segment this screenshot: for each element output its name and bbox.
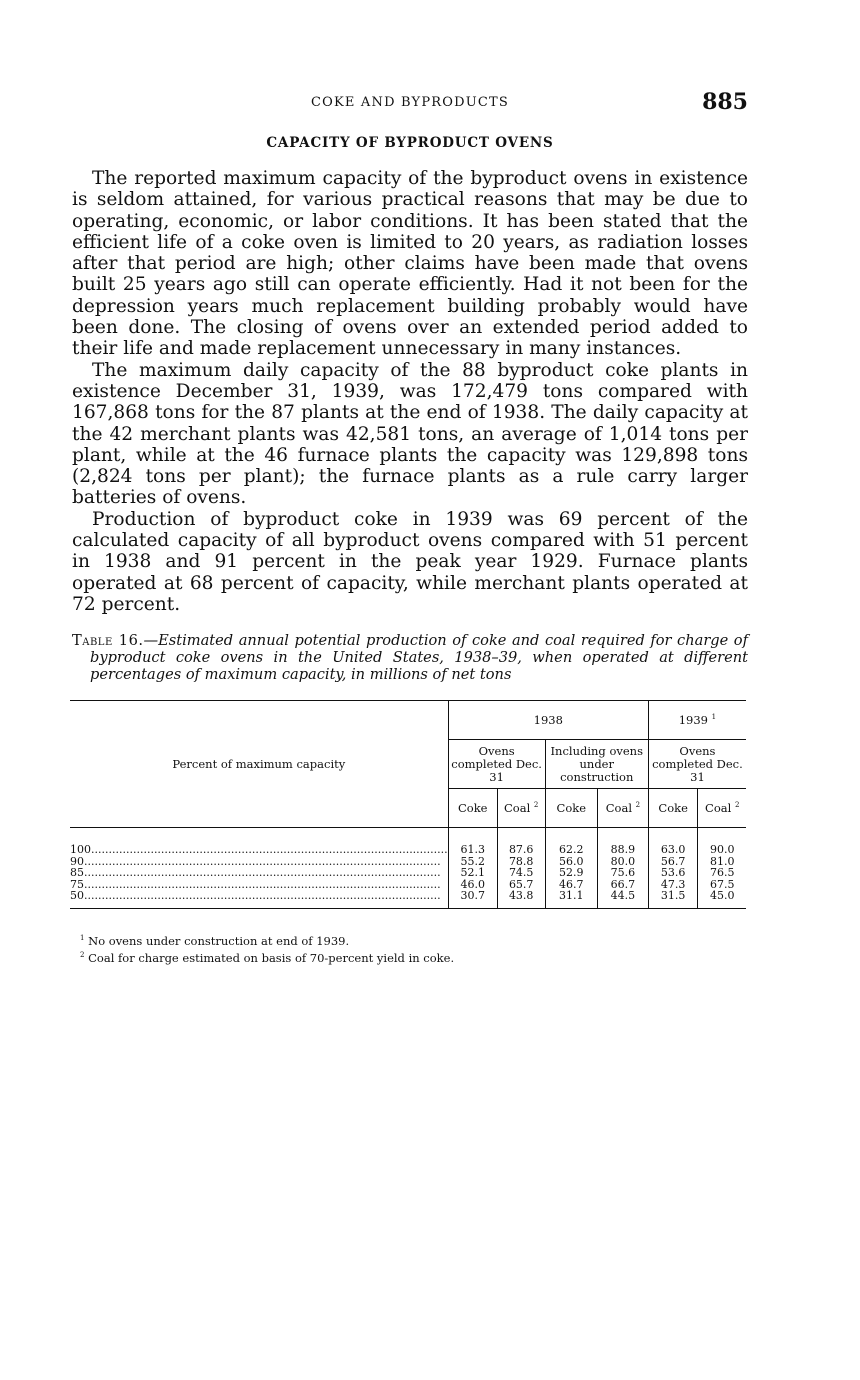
running-head <box>72 89 748 116</box>
col-header-coal: Coal $^2$ <box>497 789 545 828</box>
col-header-coke: Coke <box>648 789 698 828</box>
table-number: Table 16. <box>72 632 144 649</box>
running-title: COKE AND BYPRODUCTS <box>310 95 510 110</box>
table-cell: 78.8 <box>497 856 545 868</box>
table-cell: 56.7 <box>648 856 698 868</box>
row-label: 90...................................................................................................... <box>70 855 441 867</box>
table-cell: 45.0 <box>698 890 746 908</box>
stub-header: Percent of maximum capacity <box>70 701 448 828</box>
table-cell: 67.5 <box>698 879 746 891</box>
row-label: 100...................................................................................................... <box>70 843 448 856</box>
col-header-coal: Coal $^2$ <box>698 789 746 828</box>
table-cell: 62.2 <box>545 828 597 856</box>
group-header-ovens-completed-1938: Ovens completed Dec. 31 <box>448 740 545 789</box>
col-header-coke: Coke <box>545 789 597 828</box>
table-cell: 56.0 <box>545 856 597 868</box>
table-cell: 44.5 <box>597 890 648 908</box>
table-row <box>70 828 746 856</box>
group-header-including-construction-1938: Including ovens under construction <box>545 740 648 789</box>
table-caption-text: —Estimated annual potential production of coke and coal required for charge of byproduct coke ovens in the United States, 1938–39, when operated at different percentages of maximum capacity, in millions of net tons <box>90 632 748 683</box>
body-text <box>72 168 748 615</box>
table-row <box>70 867 746 879</box>
table-cell: 81.0 <box>698 856 746 868</box>
table-cell: 63.0 <box>648 828 698 856</box>
table-cell: 80.0 <box>597 856 648 868</box>
table-cell: 74.5 <box>497 867 545 879</box>
table-row <box>70 879 746 891</box>
paragraph: The maximum daily capacity of the 88 byproduct coke plants in existence December 31, 1939, was 172,479 tons compared with 167,868 tons for the 87 plants at the end of 1938. The daily capacity at the 42 merchant plants was 42,581 tons, an average of 1,014 tons per plant, while at the 46 furnace plants the capacity was 129,898 tons (2,824 tons per plant); the furnace plants as a rule carry larger batteries of ovens. <box>72 359 748 509</box>
paragraph: Production of byproduct coke in 1939 was 69 percent of the calculated capacity of all byproduct ovens compared with 51 percent in 1938 and 91 percent in the peak year 1929. Furnace plants operated at 68 percent of capacity, while merchant plants operated at 72 percent. <box>72 508 748 615</box>
table-cell: 87.6 <box>497 828 545 856</box>
section-title: CAPACITY OF BYPRODUCT OVENS <box>266 135 554 151</box>
row-label: 75...................................................................................................... <box>70 878 441 890</box>
paragraph: The reported maximum capacity of the byproduct ovens in existence is seldom attained, for various practical reasons that may be due to operating, economic, or labor conditions. It has been stated that the efficient life of a coke oven is limited to 20 years, as radiation losses after that period are high; other claims have been made that ovens built 25 years ago still can operate efficiently. Had it not been for the depression years much replacement building probably would have been done. The closing of ovens over an extended period added to their life and made replacement unnecessary in many instances. <box>72 168 748 360</box>
footnote-1: $^1$ No ovens under construction at end of 1939. <box>80 933 350 948</box>
footnote-2: $^2$ Coal for charge estimated on basis of 70-percent yield in coke. <box>80 950 455 965</box>
table-cell: 65.7 <box>497 879 545 891</box>
data-table <box>70 700 746 909</box>
table-cell: 47.3 <box>648 879 698 891</box>
table-cell: 30.7 <box>448 890 497 908</box>
table-cell: 52.1 <box>448 867 497 879</box>
table-cell: 53.6 <box>648 867 698 879</box>
table-cell: 31.1 <box>545 890 597 908</box>
row-label: 85...................................................................................................... <box>70 867 441 879</box>
table-cell: 75.6 <box>597 867 648 879</box>
row-label: 50...................................................................................................... <box>70 890 441 902</box>
table-caption <box>72 632 748 683</box>
table-cell: 76.5 <box>698 867 746 879</box>
year-1938-header: 1938 <box>448 701 648 740</box>
year-1939-header: 1939 $^1$ <box>648 701 746 740</box>
table-cell: 46.7 <box>545 879 597 891</box>
table-cell: 90.0 <box>698 828 746 856</box>
page-number: 885 <box>702 89 748 115</box>
table-cell: 46.0 <box>448 879 497 891</box>
table-row <box>70 890 746 908</box>
table-cell: 55.2 <box>448 856 497 868</box>
col-header-coal: Coal $^2$ <box>597 789 648 828</box>
col-header-coke: Coke <box>448 789 497 828</box>
table-row <box>70 856 746 868</box>
table-cell: 43.8 <box>497 890 545 908</box>
table-cell: 66.7 <box>597 879 648 891</box>
table-cell: 31.5 <box>648 890 698 908</box>
table-cell: 61.3 <box>448 828 497 856</box>
table-cell: 88.9 <box>597 828 648 856</box>
table-cell: 52.9 <box>545 867 597 879</box>
group-header-ovens-completed-1939: Ovens completed Dec. 31 <box>648 740 746 789</box>
footnotes <box>80 931 740 965</box>
